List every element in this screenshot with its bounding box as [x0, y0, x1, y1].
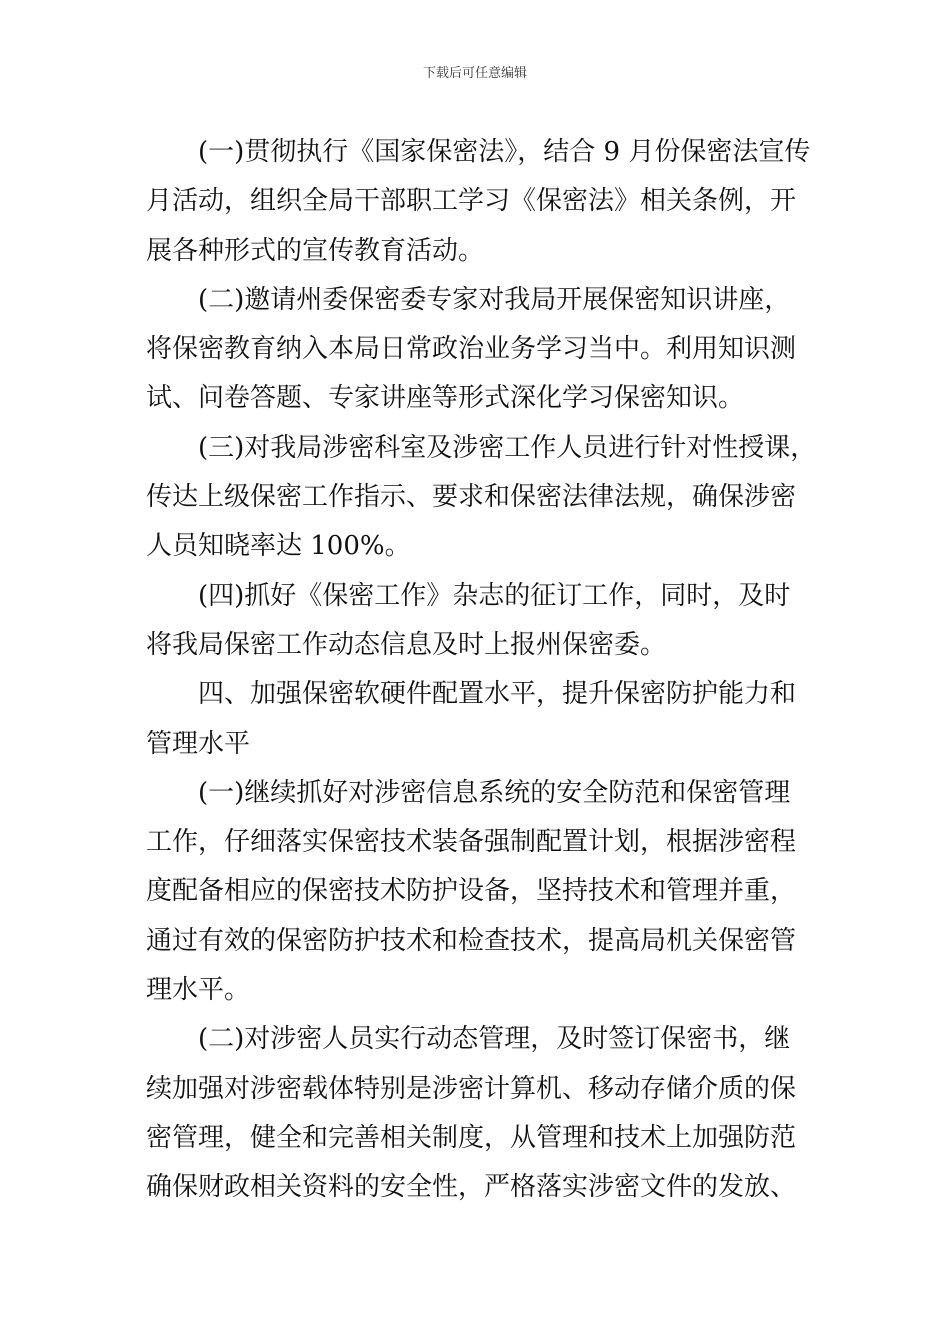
text-line: (三)对我局涉密科室及涉密工作人员进行针对性授课， [198, 432, 817, 463]
text-line: 确保财政相关资料的安全性，严格落实涉密文件的发放、 [146, 1172, 797, 1203]
text-line: 展各种形式的宣传教育活动。 [146, 235, 485, 266]
text-line: 续加强对涉密载体特别是涉密计算机、移动存储介质的保 [146, 1073, 797, 1104]
text-line: 工作，仔细落实保密技术装备强制配置计划，根据涉密程 [146, 827, 797, 858]
text-line: (一)继续抓好对涉密信息系统的安全防范和保密管理 [198, 777, 791, 808]
text-line: 月活动，组织全局干部职工学习《保密法》相关条例，开 [146, 186, 797, 217]
text-line: (二)对涉密人员实行动态管理，及时签订保密书，继 [198, 1024, 791, 1055]
text-line: 传达上级保密工作指示、要求和保密法律法规，确保涉密 [146, 482, 797, 513]
section-heading: 管理水平 [146, 728, 251, 759]
section-heading: 四、加强保密软硬件配置水平，提升保密防护能力和 [198, 679, 797, 710]
text-line: 密管理，健全和完善相关制度，从管理和技术上加强防范 [146, 1122, 797, 1153]
document-body [146, 128, 817, 1213]
text-line: 将我局保密工作动态信息及时上报州保密委。 [146, 629, 667, 660]
text-line: (四)抓好《保密工作》杂志的征订工作，同时，及时 [198, 580, 791, 611]
text-line: 试、问卷答题、专家讲座等形式深化学习保密知识。 [146, 383, 745, 414]
text-line: 将保密教育纳入本局日常政治业务学习当中。利用知识测 [146, 334, 797, 365]
text-line: 理水平。 [146, 975, 251, 1006]
text-line: 通过有效的保密防护技术和检查技术，提高局机关保密管 [146, 925, 797, 956]
text-line: 度配备相应的保密技术防护设备，坚持技术和管理并重， [146, 876, 797, 907]
text-line: (二)邀请州委保密委专家对我局开展保密知识讲座， [198, 284, 791, 315]
page-header: 下载后可任意编辑 [422, 66, 527, 81]
text-line: 人员知晓率达 100%。 [146, 531, 411, 562]
text-line: (一)贯彻执行《国家保密法》，结合 9 月份保密法宣传 [198, 137, 811, 167]
